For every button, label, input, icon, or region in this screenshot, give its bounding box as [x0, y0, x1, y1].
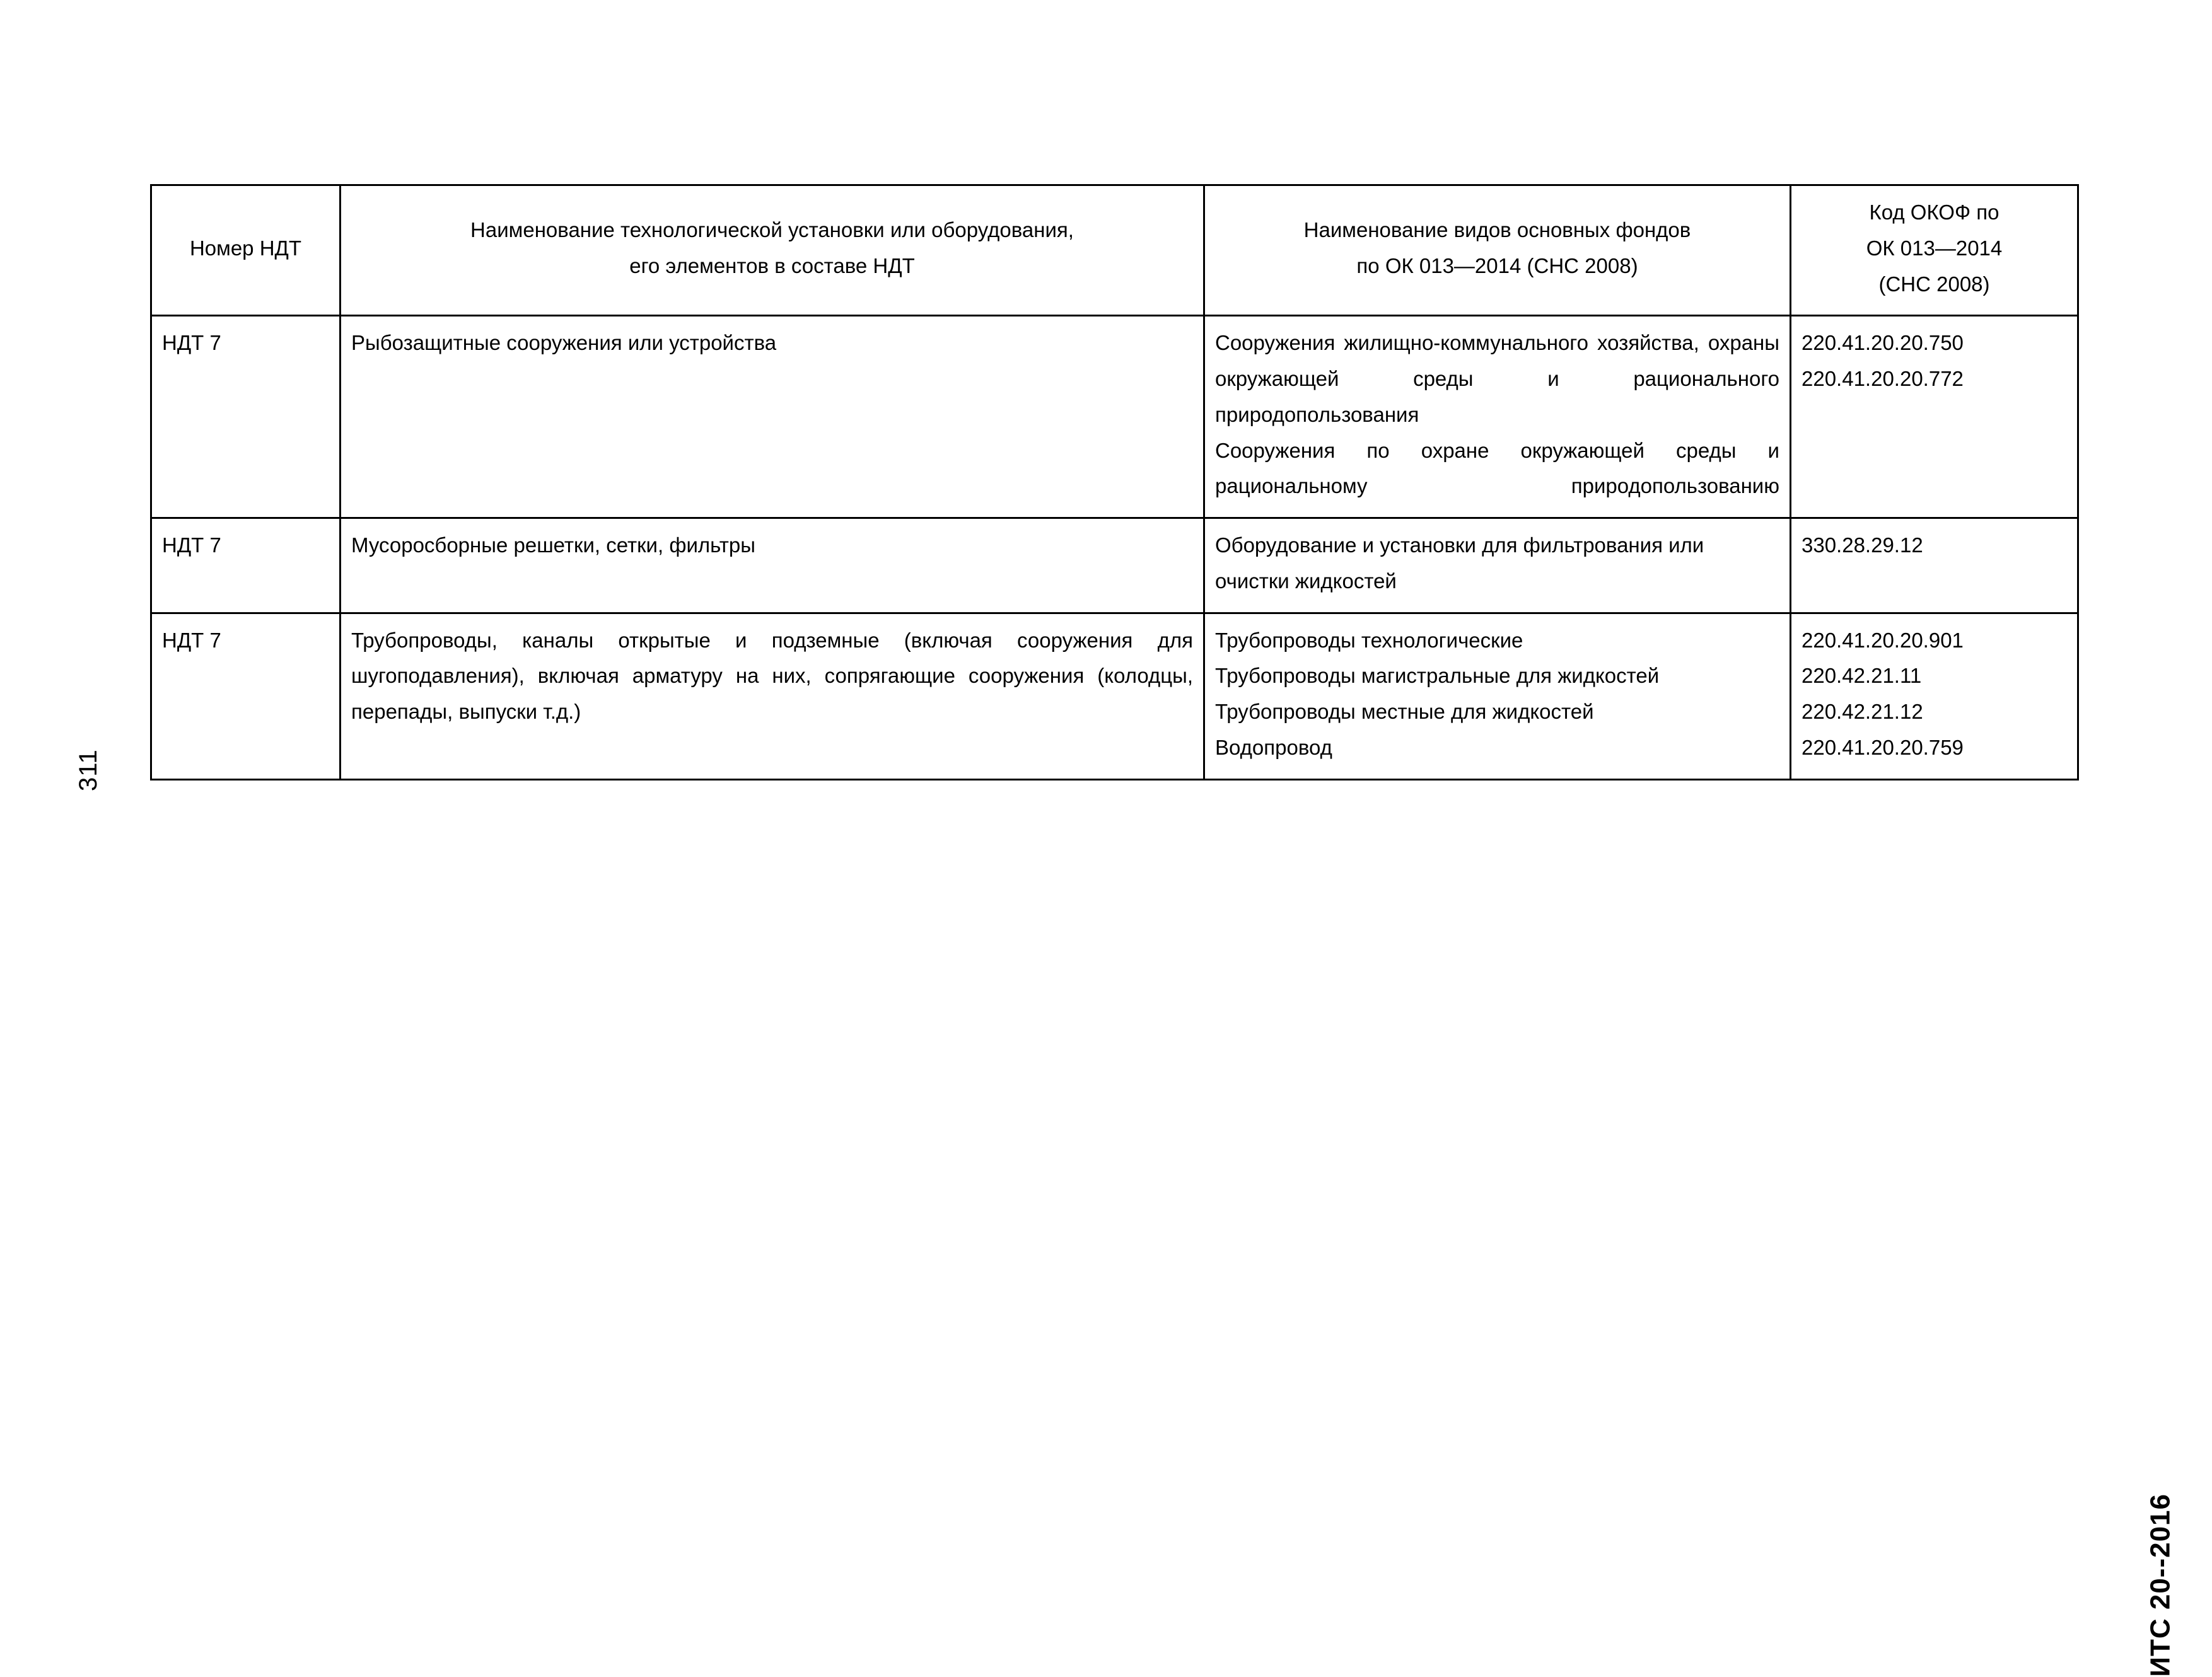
page-number: 311 [74, 749, 102, 791]
okof-code: 220.41.20.20.750 [1802, 331, 1964, 355]
column-header-okof-code [1791, 185, 2078, 316]
cell-paragraph: Трубопроводы, каналы открытые и подземные (включая сооружения для шугоподавления), включая арматуру на них, сопрягающие сооружения (колодцы, перепады, выпуски т.д.) [351, 628, 1193, 723]
cell-ndt-number: НДТ 7 [151, 518, 341, 613]
table-header [151, 185, 2078, 316]
column-header-line: ОК 013—2014 [1866, 236, 2003, 260]
okof-code: 220.41.20.20.759 [1802, 735, 1964, 759]
okof-code: 220.42.21.11 [1802, 664, 1922, 688]
cell-paragraph: Трубопроводы технологические [1215, 628, 1523, 652]
table-row [151, 613, 2078, 779]
okof-code: 220.42.21.12 [1802, 700, 1923, 723]
column-header-line: (СНС 2008) [1878, 272, 1990, 296]
column-header-line: Номер НДТ [189, 236, 302, 260]
table-body [151, 316, 2078, 779]
column-header-line: его элементов в составе НДТ [629, 254, 915, 278]
cell-okof-code [1791, 316, 2078, 518]
cell-ndt-number: НДТ 7 [151, 316, 341, 518]
cell-okof-code [1791, 518, 2078, 613]
cell-equipment-name [341, 316, 1204, 518]
column-header-line: Наименование видов основных фондов [1303, 218, 1691, 242]
table-row [151, 316, 2078, 518]
okof-table-container [150, 184, 2077, 780]
document-footer: ИТС 20--2016 [2145, 1494, 2176, 1677]
cell-paragraph: Рыбозащитные сооружения или устройства [351, 331, 777, 355]
table-header-row [151, 185, 2078, 316]
column-header-fund-types [1204, 185, 1791, 316]
cell-ndt-number: НДТ 7 [151, 613, 341, 779]
column-header-equipment-name [341, 185, 1204, 316]
cell-fund-types [1204, 518, 1791, 613]
column-header-ndt-number [151, 185, 341, 316]
cell-paragraph: Водопровод [1215, 735, 1332, 759]
cell-equipment-name [341, 613, 1204, 779]
cell-okof-code [1791, 613, 2078, 779]
cell-paragraph: Трубопроводы местные для жидкостей [1215, 700, 1594, 723]
cell-fund-types [1204, 613, 1791, 779]
okof-code: 330.28.29.12 [1802, 533, 1923, 557]
okof-code: 220.41.20.20.772 [1802, 367, 1964, 390]
column-header-line: Наименование технологической установки или оборудования, [470, 218, 1074, 242]
cell-paragraph: Мусоросборные решетки, сетки, фильтры [351, 533, 755, 557]
cell-paragraph: Оборудование и установки для фильтрования или очистки жидкостей [1215, 533, 1704, 593]
cell-fund-types [1204, 316, 1791, 518]
okof-table [150, 184, 2079, 780]
cell-equipment-name [341, 518, 1204, 613]
okof-code: 220.41.20.20.901 [1802, 628, 1964, 652]
cell-paragraph: Трубопроводы магистральные для жидкостей [1215, 664, 1660, 688]
cell-paragraph: Сооружения жилищно-коммунального хозяйства, охраны окружающей среды и рационального природопользования [1215, 331, 1779, 426]
column-header-line: по ОК 013—2014 (СНС 2008) [1356, 254, 1638, 278]
column-header-line: Код ОКОФ по [1869, 200, 2000, 224]
table-row [151, 518, 2078, 613]
cell-paragraph: Сооружения по охране окружающей среды и рациональному природопользованию [1215, 438, 1779, 498]
